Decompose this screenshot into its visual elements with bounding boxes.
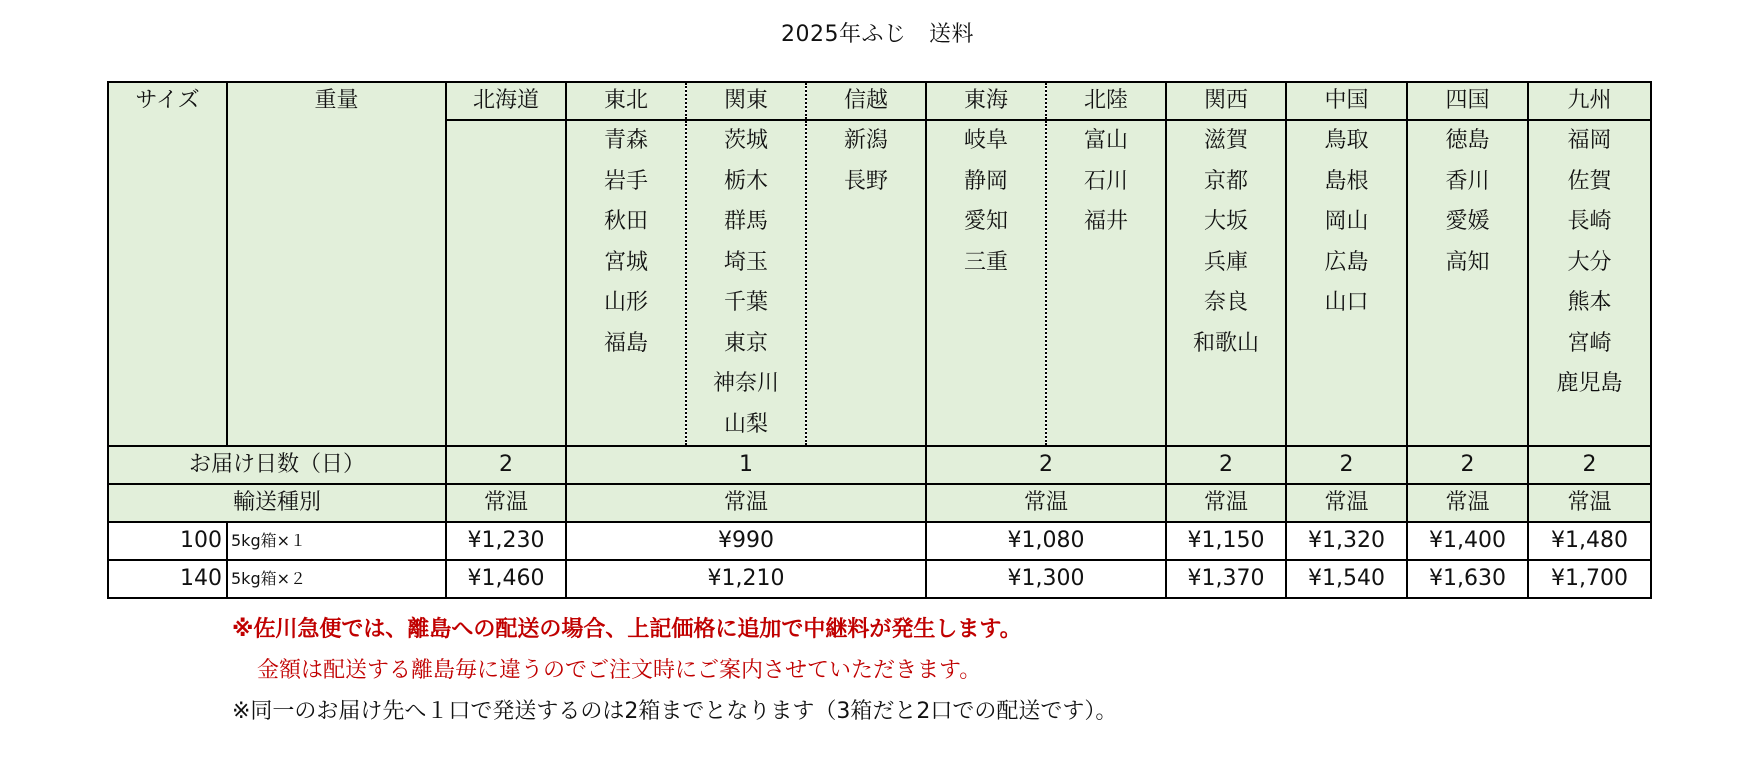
prefecture-name: 愛媛	[1445, 209, 1490, 234]
weight-header: 重量	[227, 82, 446, 446]
region-kyushu: 九州	[1528, 82, 1651, 120]
prefecture-name: 兵庫	[1203, 249, 1248, 275]
prefecture-name: 新潟	[843, 128, 888, 153]
prefecture-list	[1408, 121, 1527, 283]
transport-type-chugoku: 常温	[1286, 484, 1407, 522]
prefecture-list	[687, 121, 805, 445]
price-cell: ¥1,300	[926, 560, 1166, 598]
transport-type-shikoku: 常温	[1407, 484, 1528, 522]
region-header-row	[108, 82, 1651, 120]
prefecture-name: 熊本	[1567, 290, 1612, 315]
region-hokkaido: 北海道	[446, 82, 566, 120]
prefecture-list	[567, 121, 685, 364]
note-island-surcharge: ※佐川急便では、離島への配送の場合、上記価格に追加で中継料が発生します。	[232, 617, 1022, 642]
prefecture-name: 東京	[723, 330, 768, 356]
size-cell: 100	[108, 522, 227, 560]
price-cell: ¥1,540	[1286, 560, 1407, 598]
prefecture-name: 宮城	[603, 249, 648, 275]
price-cell: ¥1,480	[1528, 522, 1651, 560]
prefecture-list	[1167, 121, 1285, 364]
transport-type-hokkaido: 常温	[446, 484, 566, 522]
transport-type-kansai: 常温	[1166, 484, 1286, 522]
price-cell: ¥990	[566, 522, 926, 560]
delivery-days-kansai: 2	[1166, 446, 1286, 484]
prefecture-name: 秋田	[603, 209, 648, 234]
prefecture-name: 福井	[1083, 209, 1128, 234]
delivery-days-label: お届け日数（日）	[108, 446, 446, 484]
prefecture-name: 大坂	[1203, 209, 1248, 234]
prefecture-name: 鳥取	[1324, 128, 1369, 153]
prefecture-name: 埼玉	[723, 249, 768, 275]
prefecture-name: 滋賀	[1203, 128, 1248, 153]
size-header: サイズ	[108, 82, 227, 446]
price-cell: ¥1,320	[1286, 522, 1407, 560]
transport-type-tohoku-kanto-shinetsu: 常温	[566, 484, 926, 522]
region-chugoku: 中国	[1286, 82, 1407, 120]
prefecture-name: 石川	[1083, 168, 1128, 194]
price-cell: ¥1,400	[1407, 522, 1528, 560]
region-kansai: 関西	[1166, 82, 1286, 120]
region-tokai: 東海	[926, 82, 1046, 120]
prefectures-chugoku	[1286, 120, 1407, 446]
price-cell: ¥1,210	[566, 560, 926, 598]
prefecture-name: 長野	[843, 168, 888, 194]
prefecture-name: 三重	[963, 249, 1008, 275]
transport-type-label: 輸送種別	[108, 484, 446, 522]
price-cell: ¥1,460	[446, 560, 566, 598]
prefecture-name: 香川	[1445, 168, 1490, 194]
prefecture-name: 群馬	[723, 209, 768, 234]
size-cell: 140	[108, 560, 227, 598]
prefecture-name: 栃木	[723, 168, 768, 194]
prefecture-name: 千葉	[723, 290, 768, 315]
note-island-pricing: 金額は配送する離島毎に違うのでご注文時にご案内させていただきます。	[257, 658, 982, 683]
prefectures-hokuriku	[1046, 120, 1166, 446]
prefectures-tohoku	[566, 120, 686, 446]
prefecture-name: 福岡	[1567, 128, 1612, 153]
prefecture-name: 岐阜	[963, 128, 1008, 153]
prefecture-name: 佐賀	[1567, 168, 1612, 194]
delivery-days-shikoku: 2	[1407, 446, 1528, 484]
region-shikoku: 四国	[1407, 82, 1528, 120]
delivery-days-chugoku: 2	[1286, 446, 1407, 484]
prefectures-shinetsu	[806, 120, 926, 446]
prefecture-name: 鹿児島	[1556, 371, 1623, 396]
rate-row-100	[108, 522, 1651, 560]
note-box-limit: ※同一のお届け先へ１口で発送するのは2箱までとなります（3箱だと2口での配送です）。	[232, 699, 1118, 724]
prefecture-name: 大分	[1567, 249, 1612, 275]
price-cell: ¥1,700	[1528, 560, 1651, 598]
prefectures-shikoku	[1407, 120, 1528, 446]
prefecture-name: 富山	[1083, 128, 1128, 153]
region-tohoku: 東北	[566, 82, 686, 120]
prefecture-list	[1529, 121, 1650, 405]
prefecture-name: 和歌山	[1192, 330, 1259, 356]
prefecture-name: 愛知	[963, 209, 1008, 234]
prefecture-name: 神奈川	[712, 371, 779, 396]
rate-row-140	[108, 560, 1651, 598]
prefecture-name: 広島	[1324, 249, 1369, 275]
prefecture-name: 山梨	[723, 411, 768, 437]
price-cell: ¥1,630	[1407, 560, 1528, 598]
region-kanto: 関東	[686, 82, 806, 120]
prefecture-name: 静岡	[963, 168, 1008, 194]
price-cell: ¥1,080	[926, 522, 1166, 560]
price-cell: ¥1,370	[1166, 560, 1286, 598]
prefecture-name: 長崎	[1567, 209, 1612, 234]
delivery-days-row	[108, 446, 1651, 484]
prefectures-kansai	[1166, 120, 1286, 446]
delivery-days-hokkaido: 2	[446, 446, 566, 484]
prefecture-name: 京都	[1203, 168, 1248, 194]
prefecture-name: 青森	[603, 128, 648, 153]
prefecture-name: 島根	[1324, 168, 1369, 194]
prefecture-list	[807, 121, 925, 202]
prefecture-list	[1287, 121, 1406, 324]
transport-type-tokai-hokuriku: 常温	[926, 484, 1166, 522]
delivery-days-tokai-hokuriku: 2	[926, 446, 1166, 484]
prefecture-name: 山形	[603, 290, 648, 315]
prefecture-list	[1047, 121, 1165, 243]
prefecture-name: 岩手	[603, 168, 648, 194]
delivery-days-kyushu: 2	[1528, 446, 1651, 484]
region-hokuriku: 北陸	[1046, 82, 1166, 120]
prefecture-name: 岡山	[1324, 209, 1369, 234]
price-cell: ¥1,150	[1166, 522, 1286, 560]
prefectures-hokkaido	[446, 120, 566, 446]
prefectures-kanto	[686, 120, 806, 446]
prefecture-name: 茨城	[723, 128, 768, 153]
weight-cell: 5kg箱×２	[227, 560, 446, 598]
prefecture-name: 奈良	[1203, 290, 1248, 315]
shipping-rate-table	[107, 81, 1652, 599]
prefecture-name: 徳島	[1445, 128, 1490, 153]
weight-cell: 5kg箱×１	[227, 522, 446, 560]
prefectures-tokai	[926, 120, 1046, 446]
price-cell: ¥1,230	[446, 522, 566, 560]
page-title: 2025年ふじ 送料	[781, 22, 974, 47]
prefectures-kyushu	[1528, 120, 1651, 446]
delivery-days-tohoku-kanto-shinetsu: 1	[566, 446, 926, 484]
prefecture-name: 宮崎	[1567, 330, 1612, 356]
prefecture-name: 山口	[1324, 290, 1369, 315]
transport-type-kyushu: 常温	[1528, 484, 1651, 522]
prefecture-list	[927, 121, 1045, 283]
prefecture-name: 福島	[603, 330, 648, 356]
region-shinetsu: 信越	[806, 82, 926, 120]
prefecture-name: 高知	[1445, 249, 1490, 275]
transport-type-row	[108, 484, 1651, 522]
